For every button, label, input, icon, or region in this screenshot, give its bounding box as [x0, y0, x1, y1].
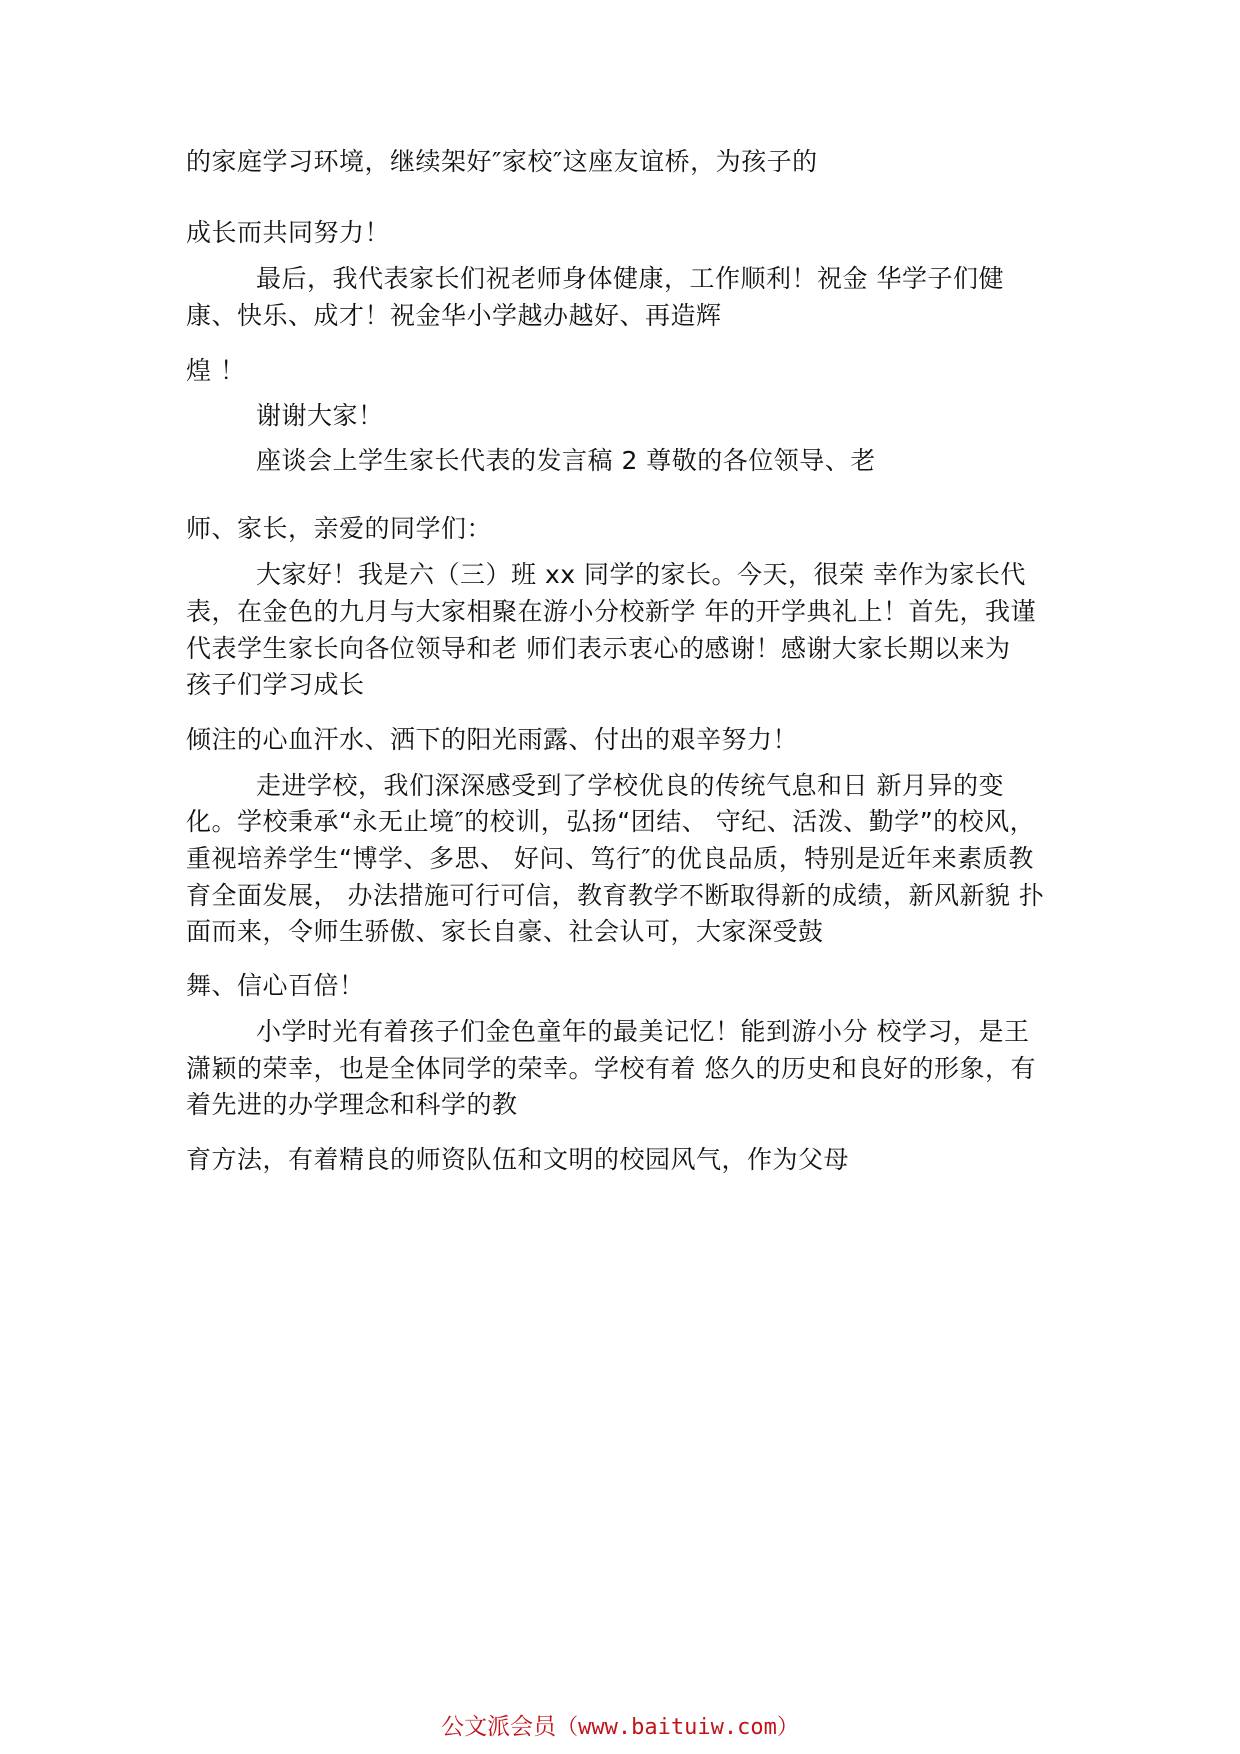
text-line: 成长而共同努力！ [186, 218, 391, 247]
text-line: 孩子们学习成长 [186, 670, 365, 699]
text-line: 倾注的心血汗水、洒下的阳光雨露、付出的艰辛努力！ [186, 725, 799, 754]
footer-brand: 公文派会员 [441, 1714, 557, 1740]
page-footer [0, 1712, 1240, 1743]
text-line: 座谈会上学生家长代表的发言稿 2 尊敬的各位领导、老 [256, 446, 876, 475]
text-line: 煌 ！ [186, 356, 246, 385]
text-line: 师、家长，亲爱的同学们： [186, 514, 493, 543]
text-line: 着先进的办学理念和科学的教 [186, 1090, 518, 1119]
text-line: 舞、信心百倍！ [186, 971, 365, 1000]
text-line: 代表学生家长向各位领导和老 师们表示衷心的感谢！感谢大家长期以来为 [186, 634, 1011, 663]
text-line: 最后，我代表家长们祝老师身体健康，工作顺利！祝金 华学子们健 [256, 264, 1004, 293]
text-line: 的家庭学习环境，继续架好″家校″这座友谊桥，为孩子的 [186, 147, 818, 176]
text-line: 表，在金色的九月与大家相聚在游小分校新学 年的开学典礼上！首先，我谨 [186, 597, 1036, 626]
text-line: 重视培养学生“博学、多思、 好问、笃行″的优良品质，特别是近年来素质教 [186, 844, 1034, 873]
text-line: 化。学校秉承“永无止境″的校训，弘扬“团结、 守纪、活泼、勤学”的校风， [186, 807, 1036, 836]
text-line: 谢谢大家！ [256, 401, 384, 430]
text-line: 育方法，有着精良的师资队伍和文明的校园风气，作为父母 [186, 1145, 850, 1174]
text-line: 育全面发展， 办法措施可行可信，教育教学不断取得新的成绩，新风新貌 扑 [186, 881, 1045, 910]
text-line: 面而来，令师生骄傲、家长自豪、社会认可，大家深受鼓 [186, 917, 824, 946]
text-line: 大家好！我是六（三）班 xx 同学的家长。今天，很荣 幸作为家长代 [256, 560, 1026, 589]
text-line: 康、快乐、成才！祝金华小学越办越好、再造辉 [186, 301, 722, 330]
text-line: 走进学校，我们深深感受到了学校优良的传统气息和日 新月异的变 [256, 771, 1004, 800]
text-line: 小学时光有着孩子们金色童年的最美记忆！能到游小分 校学习，是王 [256, 1017, 1030, 1046]
footer-url-link[interactable]: （www.baituiw.com） [556, 1715, 799, 1740]
text-line: 潇颖的荣幸，也是全体同学的荣幸。学校有着 悠久的历史和良好的形象，有 [186, 1054, 1036, 1083]
